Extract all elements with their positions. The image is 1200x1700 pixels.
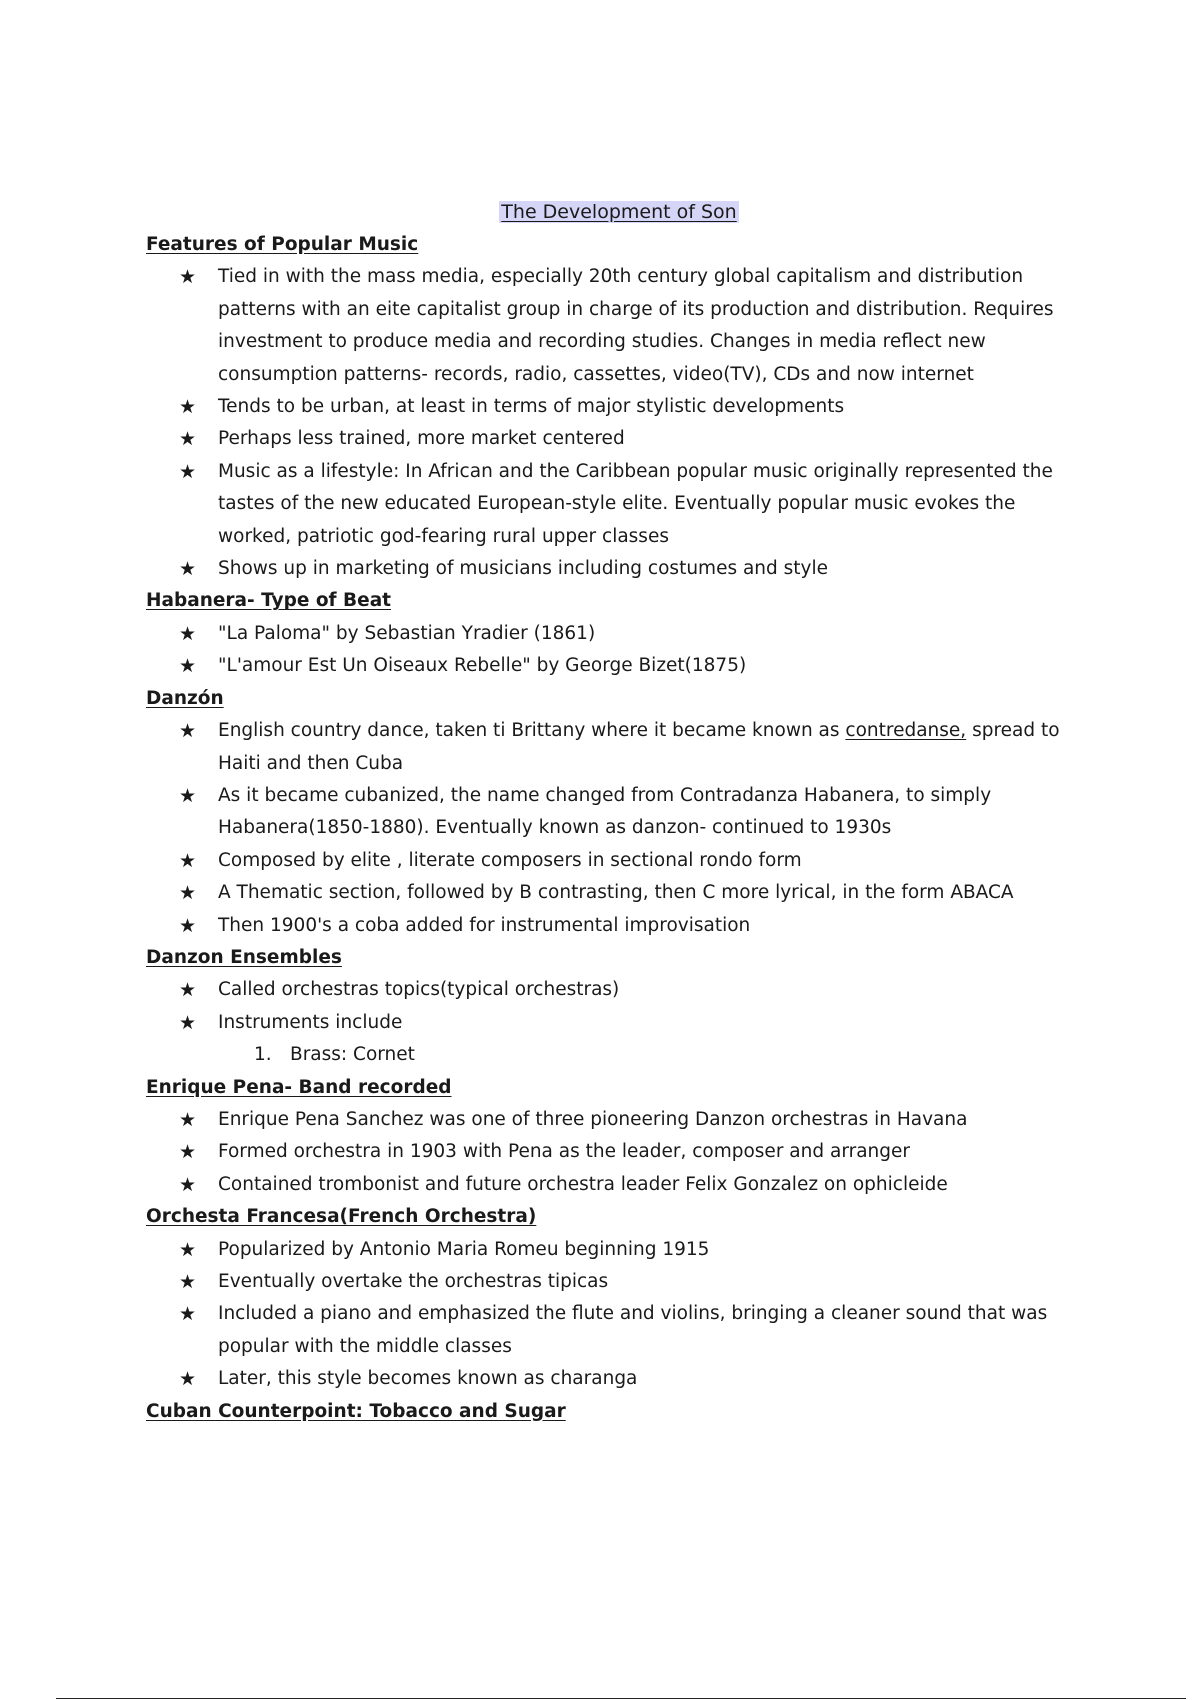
star-bullet-icon: ★ [179, 784, 197, 807]
list-item: ★ Shows up in marketing of musicians including costumes and style [146, 553, 1086, 585]
orchesta-francesa-list [146, 1234, 1086, 1396]
document-body [146, 229, 1086, 1428]
star-bullet-icon: ★ [179, 1303, 197, 1326]
star-bullet-icon: ★ [179, 1173, 197, 1196]
heading-features-of-popular-music: Features of Popular Music [146, 234, 419, 255]
list-item: ★ Called orchestras topics(typical orchestras) [146, 974, 1086, 1006]
enrique-pena-list [146, 1104, 1086, 1201]
star-bullet-icon: ★ [179, 1238, 197, 1261]
list-item: ★ Eventually overtake the orchestras tipicas [146, 1266, 1086, 1298]
sub-item-number: 1. [254, 1044, 272, 1066]
features-list [146, 261, 1086, 585]
list-item: ★ Perhaps less trained, more market centered [146, 423, 1086, 455]
list-item: ★ Later, this style becomes known as charanga [146, 1363, 1086, 1395]
list-item: ★ Instruments include [146, 1007, 1086, 1039]
underlined-term: contredanse, [845, 720, 967, 742]
star-bullet-icon: ★ [179, 914, 197, 937]
star-bullet-icon: ★ [179, 849, 197, 872]
list-item: ★ Tied in with the mass media, especially 20th century global capitalism and distribution patterns with an eite capitalist group in charge of its production and distribution. Requires investment to produce media and recording studies. Changes in media reflect new consumption patterns- records, radio, cassettes, video(TV), CDs and now internet [146, 261, 1086, 391]
star-bullet-icon: ★ [179, 1368, 197, 1391]
heading-danzon: Danzón [146, 687, 224, 709]
star-bullet-icon: ★ [179, 1108, 197, 1131]
star-bullet-icon: ★ [179, 979, 197, 1002]
heading-enrique-pena: Enrique Pena- Band recorded [146, 1076, 452, 1098]
danzon-list [146, 715, 1086, 942]
star-bullet-icon: ★ [179, 266, 197, 289]
star-bullet-icon: ★ [179, 396, 197, 419]
numbered-sub-item [146, 1039, 1086, 1071]
list-item: ★ Formed orchestra in 1903 with Pena as the leader, composer and arranger [146, 1136, 1086, 1168]
list-item: ★ "L'amour Est Un Oiseaux Rebelle" by George Bizet(1875) [146, 650, 1086, 682]
star-bullet-icon: ★ [179, 720, 197, 743]
footer-divider [56, 1698, 1186, 1699]
list-item: ★ Contained trombonist and future orchestra leader Felix Gonzalez on ophicleide [146, 1169, 1086, 1201]
heading-cuban-counterpoint: Cuban Counterpoint: Tobacco and Sugar [146, 1400, 566, 1422]
heading-habanera: Habanera- Type of Beat [146, 590, 392, 612]
star-bullet-icon: ★ [179, 622, 197, 645]
star-bullet-icon: ★ [179, 1141, 197, 1164]
star-bullet-icon: ★ [179, 882, 197, 905]
document-title: The Development of Son [501, 201, 737, 223]
list-item: ★ English country dance, taken ti Brittany where it became known as contredanse, spread to Haiti and then Cuba [146, 715, 1086, 780]
danzon-ensembles-list [146, 974, 1086, 1039]
list-item: ★ Popularized by Antonio Maria Romeu beginning 1915 [146, 1234, 1086, 1266]
heading-orchesta-francesa: Orchesta Francesa(French Orchestra) [146, 1206, 537, 1228]
sub-item-text: Brass: Cornet [290, 1044, 415, 1066]
list-item: ★ Then 1900's a coba added for instrumental improvisation [146, 910, 1086, 942]
star-bullet-icon: ★ [179, 655, 197, 678]
list-item: ★ Music as a lifestyle: In African and the Caribbean popular music originally represented the tastes of the new educated European-style elite. Eventually popular music evokes the worked, patriotic god-fearing rural upper classes [146, 456, 1086, 553]
star-bullet-icon: ★ [179, 1271, 197, 1293]
star-bullet-icon: ★ [179, 428, 197, 451]
habanera-list [146, 618, 1086, 683]
star-bullet-icon: ★ [179, 1011, 197, 1034]
list-item: ★ Composed by elite , literate composers in sectional rondo form [146, 845, 1086, 877]
list-item: ★ Tends to be urban, at least in terms of major stylistic developments [146, 391, 1086, 423]
star-bullet-icon: ★ [179, 460, 197, 483]
list-item: ★ Included a piano and emphasized the flute and violins, bringing a cleaner sound that was popular with the middle classes [146, 1298, 1086, 1363]
heading-danzon-ensembles: Danzon Ensembles [146, 946, 342, 968]
list-item: ★ Enrique Pena Sanchez was one of three pioneering Danzon orchestras in Havana [146, 1104, 1086, 1136]
list-item: ★ As it became cubanized, the name changed from Contradanza Habanera, to simply Habanera(1850-1880). Eventually known as danzon- continued to 1930s [146, 780, 1086, 845]
document-title-wrap [0, 198, 1200, 226]
list-item: ★ "La Paloma" by Sebastian Yradier (1861) [146, 618, 1086, 650]
star-bullet-icon: ★ [179, 558, 197, 581]
list-item: ★ A Thematic section, followed by B contrasting, then C more lyrical, in the form ABACA [146, 877, 1086, 909]
